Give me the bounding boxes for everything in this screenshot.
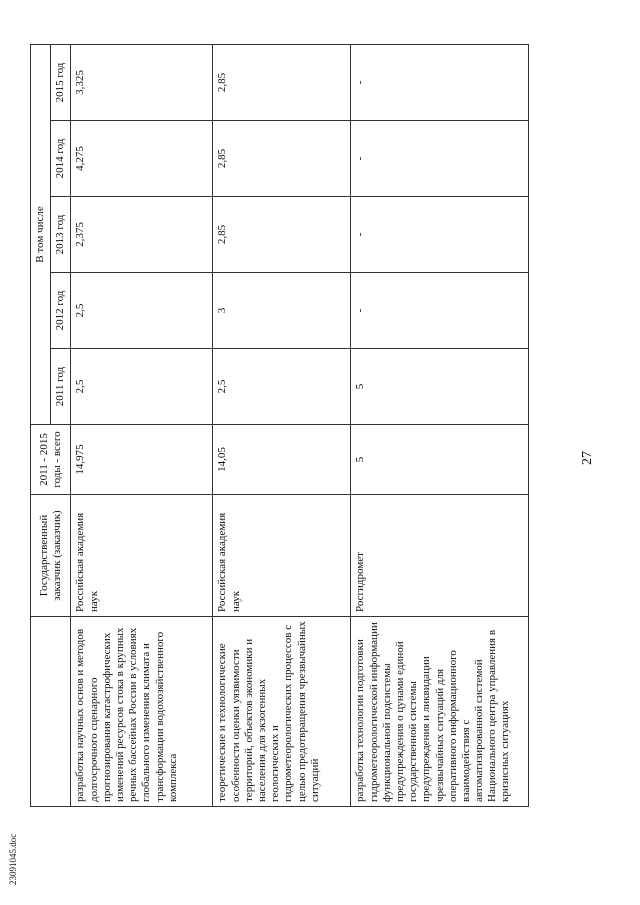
table-row	[71, 44, 213, 806]
header-year-2011: 2011 год	[51, 349, 71, 425]
row-value-2011: 2,5	[71, 349, 213, 425]
header-description-cell	[31, 617, 71, 807]
header-customer: Государственный заказчик (заказчик)	[31, 495, 71, 617]
row-value-2015: -	[351, 44, 529, 120]
row-value-2013: 2,85	[213, 197, 351, 273]
header-row-top	[31, 44, 51, 806]
row-customer: Российская академия наук	[213, 495, 351, 617]
funding-table	[30, 44, 529, 807]
row-description: разработка научных основ и методов долгосрочного сценарного прогнозирования катастрофических изменений ресурсов стока в крупных речных бассейнах России в условиях глобального изменения климата и трансформации водохозяйственного комплекса	[71, 617, 213, 807]
header-year-2013: 2013 год	[51, 197, 71, 273]
row-total: 14,05	[213, 425, 351, 495]
footer-filename: 23091045.doc	[8, 833, 18, 885]
row-value-2014: 4,275	[71, 121, 213, 197]
header-year-2015: 2015 год	[51, 44, 71, 120]
header-including: В том числе	[31, 44, 51, 424]
row-customer: Росгидромет	[351, 495, 529, 617]
header-year-2012: 2012 год	[51, 273, 71, 349]
header-total: 2011 - 2015 годы - всего	[31, 425, 71, 495]
page-number: 27	[580, 451, 595, 465]
row-customer: Российская академия наук	[71, 495, 213, 617]
row-value-2011: 5	[351, 349, 529, 425]
row-value-2013: -	[351, 197, 529, 273]
row-value-2015: 3,325	[71, 44, 213, 120]
header-year-2014: 2014 год	[51, 121, 71, 197]
row-value-2011: 2,5	[213, 349, 351, 425]
row-total: 5	[351, 425, 529, 495]
row-value-2015: 2,85	[213, 44, 351, 120]
row-value-2012: 2,5	[71, 273, 213, 349]
table-row	[351, 44, 529, 806]
row-value-2014: 2,85	[213, 121, 351, 197]
row-description: разработка технологии подготовки гидрометеорологической информации функциональной подсистемы предупреждения о цунами единой государственной системы предупреждения и ликвидации чрезвычайных ситуаций для оперативного информационного взаимодействия с автоматизированной системой Национального центра управления в кризисных ситуациях	[351, 617, 529, 807]
row-value-2014: -	[351, 121, 529, 197]
row-value-2012: -	[351, 273, 529, 349]
row-total: 14,975	[71, 425, 213, 495]
row-description: теоретические и технологические особенности оценки уязвимости территорий, объектов экономики и населения для экзогенных геологических и гидрометеорологических процессов с целью предотвращения чрезвычайных ситуаций	[213, 617, 351, 807]
row-value-2012: 3	[213, 273, 351, 349]
table-row	[213, 44, 351, 806]
row-value-2013: 2,375	[71, 197, 213, 273]
